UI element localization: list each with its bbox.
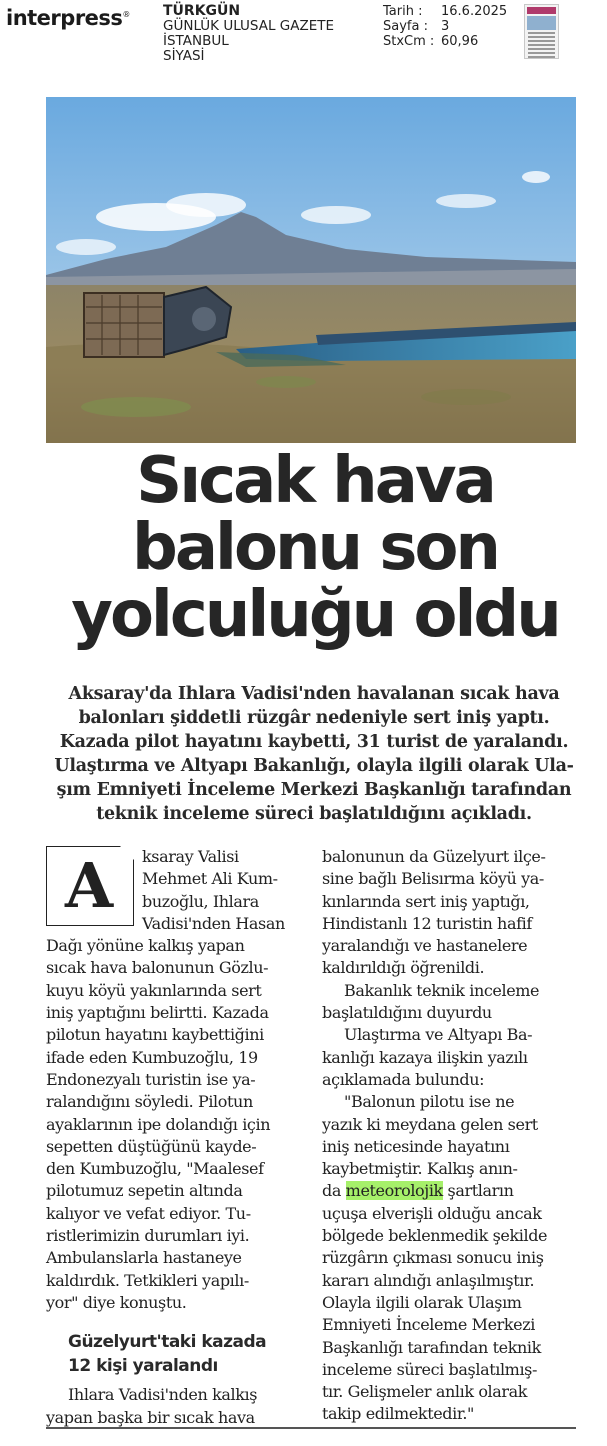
subhead-line: Güzelyurt'taki kazada	[68, 1332, 267, 1353]
body-line: Başkanlığı tarafından teknik	[322, 1337, 541, 1357]
body-line: başlatıldığını duyurdu	[322, 1003, 492, 1023]
body-line: yor" diye konuştu.	[46, 1292, 187, 1312]
body-line: takip edilmektedir."	[322, 1404, 474, 1424]
article-subheading	[46, 1330, 308, 1378]
body-line: ifade eden Kumbuzoğlu, 19	[46, 1047, 258, 1067]
body-line: Mehmet Ali Kum-	[142, 869, 278, 889]
body-line: kalıyor ve vefat ediyor. Tu-	[46, 1203, 251, 1223]
body-line: ristlerimizin durumları iyi.	[46, 1226, 250, 1246]
body-line: Endonezyalı turistin ise ya-	[46, 1069, 256, 1089]
drop-cap: A	[46, 846, 134, 926]
body-line: tır. Gelişmeler anlık olarak	[322, 1382, 528, 1402]
body-line: kaybetmiştir. Kalkış anın-	[322, 1159, 518, 1179]
publication-type: GÜNLÜK ULUSAL GAZETE	[163, 18, 335, 34]
body-line: bölgede beklenmedik şekilde	[322, 1226, 548, 1246]
deck-line: teknik inceleme süreci başlatıldığını açıkladı.	[96, 804, 532, 824]
deck-line: Ulaştırma ve Altyapı Bakanlığı, olayla ilgili olarak Ula-	[54, 756, 574, 776]
body-line: kuyu köyü yakınlarında sert	[46, 980, 262, 1000]
body-line: yaralandığı ve hastanelere	[322, 936, 528, 956]
body-line: inceleme süreci başlatılmış-	[322, 1359, 537, 1379]
publication-info	[163, 4, 334, 64]
interpress-logo: interpress®	[6, 6, 130, 30]
headline-line: Sıcak hava	[136, 444, 494, 518]
body-line: Ulaştırma ve Altyapı Ba-	[344, 1025, 533, 1045]
body-line: Ambulanslarla hastaneye	[46, 1248, 242, 1268]
article-headline	[40, 444, 590, 652]
article-deck	[44, 682, 584, 826]
body-line: kaldırıldığı öğrenildi.	[322, 958, 485, 978]
body-line: sepetten düştüğünü kayde-	[46, 1136, 257, 1156]
bottom-divider	[46, 1427, 576, 1429]
body-line: sıcak hava balonunun Gözlu-	[46, 958, 269, 978]
body-line: Bakanlık teknik inceleme	[344, 980, 540, 1000]
body-line: uçuşa elverişli olduğu ancak	[322, 1203, 542, 1223]
publication-name: TÜRKGÜN	[163, 3, 241, 19]
highlighted-keyword: meteorolojik	[345, 1181, 443, 1201]
body-line: pilotun hayatını kaybettiğini	[46, 1025, 264, 1045]
clipping-meta	[383, 4, 507, 49]
subhead-line: 12 kişi yaralandı	[68, 1356, 218, 1377]
body-line: sine bağlı Belisırma köyü ya-	[322, 869, 544, 889]
publication-section: SİYASİ	[163, 48, 205, 64]
headline-line: balonu son	[132, 511, 498, 585]
body-line: balonunun da Güzelyurt ilçe-	[322, 847, 546, 866]
body-line: pilotumuz sepetin altında	[46, 1181, 243, 1201]
date-label: Tarih :	[383, 4, 423, 19]
body-line: Vadisi'nden Hasan	[142, 913, 285, 933]
page-thumbnail[interactable]	[524, 4, 559, 59]
body-line: açıklamada bulundu:	[322, 1069, 485, 1089]
headline-line: yolculuğu oldu	[71, 578, 559, 652]
balloon-crash-photo	[46, 97, 576, 443]
deck-line: şım Emniyeti İnceleme Merkezi Başkanlığı tarafından	[56, 780, 572, 800]
deck-line: Kazada pilot hayatını kaybetti, 31 turist de yaralandı.	[59, 732, 569, 752]
stxcm-label: StxCm :	[383, 34, 435, 49]
body-line: Emniyeti İnceleme Merkezi	[322, 1315, 535, 1335]
deck-line: balonları şiddetli rüzgâr nedeniyle sert iniş yaptı.	[78, 708, 550, 728]
publication-city: İSTANBUL	[163, 33, 229, 49]
stxcm-value: 60,96	[441, 34, 479, 49]
body-line-highlighted: da meteorolojik şartların	[322, 1181, 514, 1201]
body-line: rüzgârın çıkması sonucu iniş	[322, 1248, 544, 1268]
body-line: ralandığını söyledi. Pilotun	[46, 1092, 253, 1112]
body-line: Dağı yönüne kalkış yapan	[46, 936, 245, 956]
body-line: iniş yaptığını belirtti. Kazada	[46, 1003, 269, 1023]
body-line: kararı alındığı anlaşılmıştır.	[322, 1270, 535, 1290]
date-value: 16.6.2025	[441, 4, 508, 19]
article-body-right	[322, 846, 584, 1426]
body-line: Ihlara Vadisi'nden kalkış	[68, 1385, 258, 1405]
deck-line: Aksaray'da Ihlara Vadisi'nden havalanan sıcak hava	[68, 684, 560, 704]
body-line: ksaray Valisi	[142, 847, 239, 866]
body-line: kınlarında sert iniş yaptığı,	[322, 891, 530, 911]
body-line: "Balonun pilotu ise ne	[344, 1092, 515, 1112]
body-line: Hindistanlı 12 turistin hafif	[322, 913, 532, 933]
body-line: yapan başka bir sıcak hava	[46, 1407, 255, 1427]
article-photo	[46, 97, 576, 443]
body-line: iniş neticesinde hayatını	[322, 1136, 510, 1156]
page-value: 3	[441, 19, 450, 34]
body-line: ayaklarının ipe dolandığı için	[46, 1114, 271, 1134]
body-line: den Kumbuzoğlu, "Maalesef	[46, 1159, 264, 1179]
article-body-left	[46, 846, 308, 1429]
page-label: Sayfa :	[383, 19, 428, 34]
body-line: buzoğlu, Ihlara	[142, 891, 259, 911]
body-line: kaldırdık. Tetkikleri yapılı-	[46, 1270, 249, 1290]
body-line: yazık ki meydana gelen sert	[322, 1114, 538, 1134]
body-line: kanlığı kazaya ilişkin yazılı	[322, 1047, 528, 1067]
body-line: Olayla ilgili olarak Ulaşım	[322, 1292, 522, 1312]
